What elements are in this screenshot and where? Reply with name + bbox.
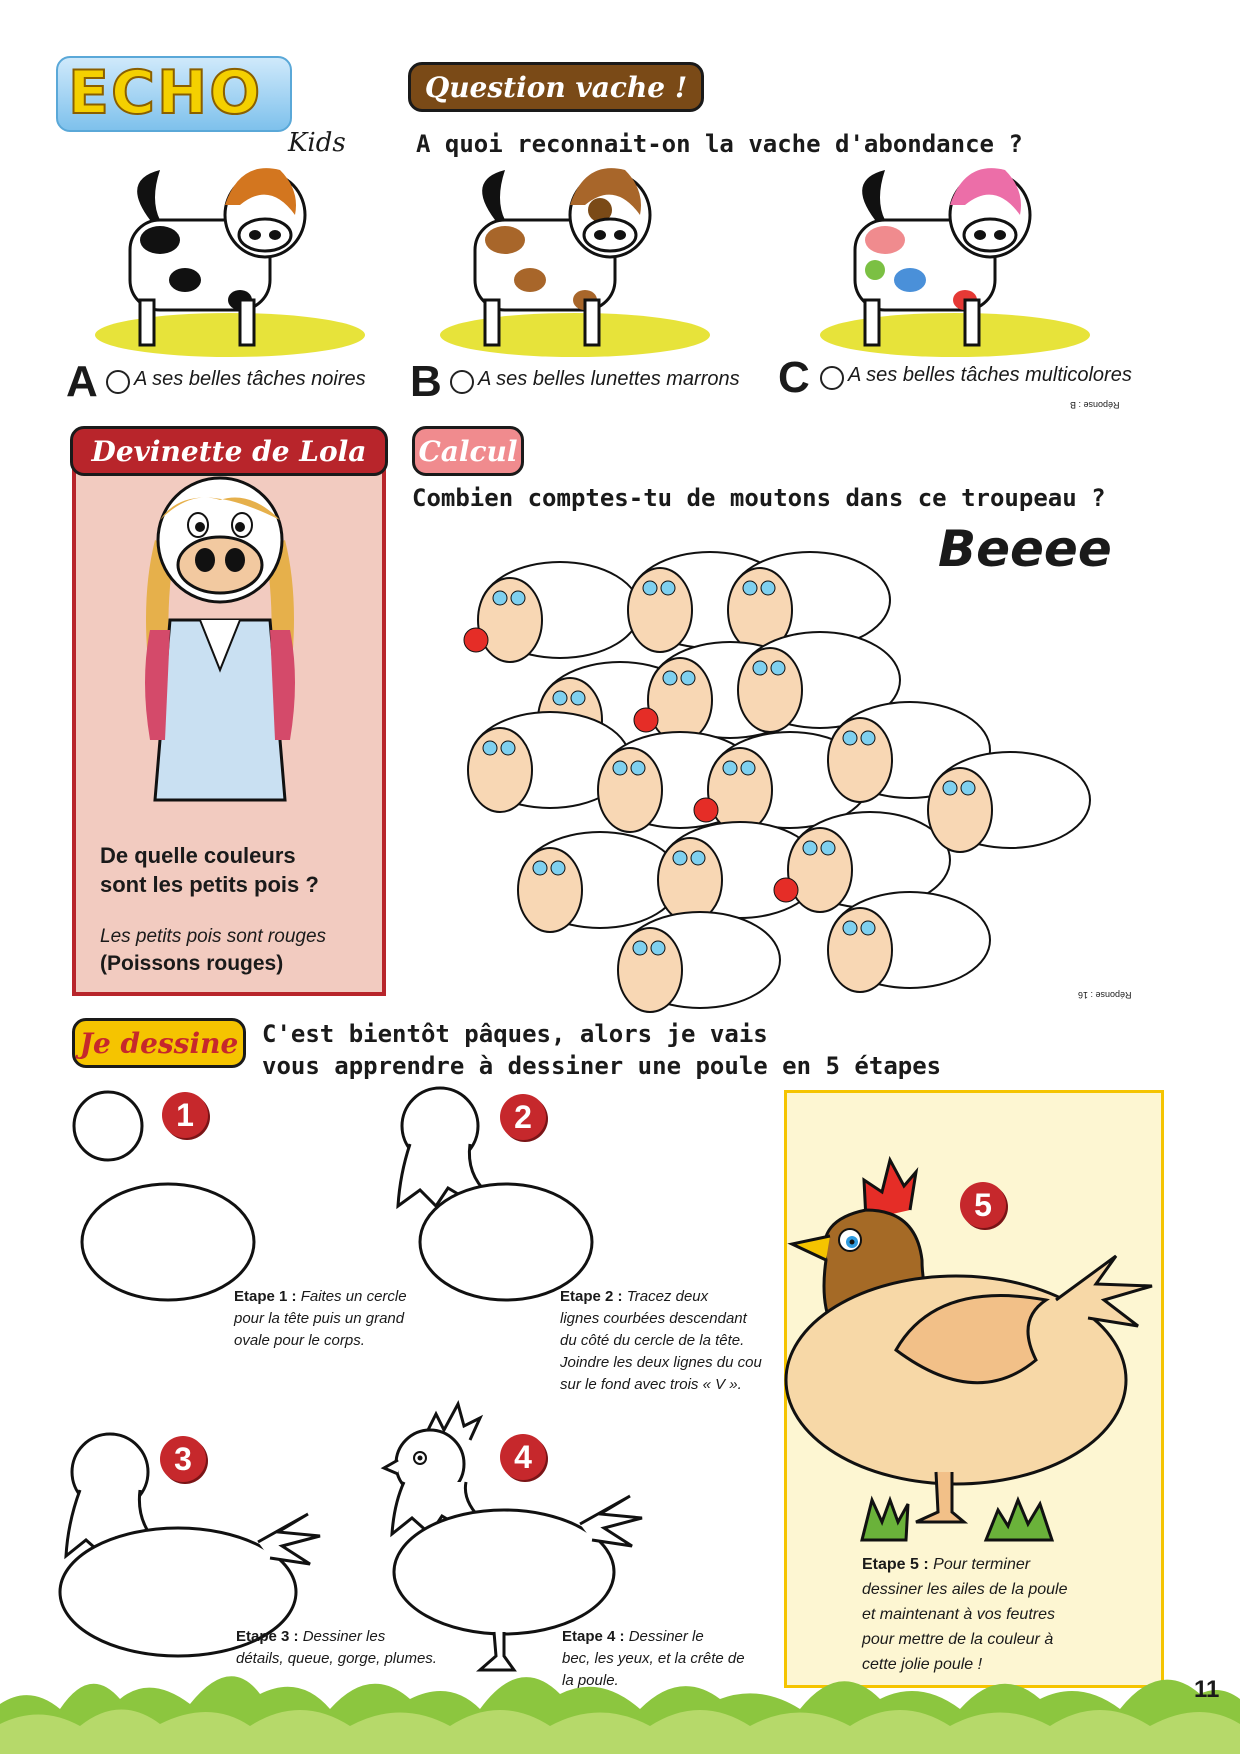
step5-line1: Pour terminer (933, 1556, 1031, 1573)
sheep (518, 832, 680, 932)
cow-illustrations (0, 160, 1240, 360)
step2-line4: Joindre les deux lignes du cou (560, 1354, 762, 1371)
step1-number-badge: 1 (162, 1092, 208, 1138)
cow-c-illustration (820, 168, 1090, 357)
logo-sub-text: Kids (288, 128, 346, 158)
step1-line2: pour la tête puis un grand (234, 1310, 405, 1327)
option-c-checkbox[interactable] (820, 366, 844, 390)
step1-text (234, 1286, 407, 1352)
logo-text: ECHO (68, 58, 263, 128)
option-c-letter: C (778, 353, 810, 402)
sheep (828, 892, 990, 992)
option-a-checkbox[interactable] (106, 370, 130, 394)
sheep (618, 912, 780, 1012)
step5-label: Etape 5 : (862, 1556, 929, 1573)
dessin-intro-line2: vous apprendre à dessiner une poule en 5 étapes (262, 1052, 942, 1080)
step5-line4: pour mettre de la couleur à (862, 1631, 1054, 1648)
grass-footer-decoration (0, 1654, 1240, 1754)
step1-line1: Faites un cercle (300, 1288, 407, 1305)
step4-line2: bec, les yeux, et la crête de (562, 1650, 745, 1667)
question-vache-text: A quoi reconnait-on la vache d'abondance ? (416, 130, 1023, 158)
step5-line5: cette jolie poule ! (862, 1656, 983, 1673)
step2-number-badge: 2 (500, 1094, 546, 1140)
calcul-question: Combien comptes-tu de moutons dans ce troupeau ? (412, 484, 1106, 512)
devinette-question-line1: De quelle couleurs (100, 843, 296, 868)
step3-label: Etape 3 : (236, 1628, 299, 1645)
calcul-tag: Calcul (412, 426, 524, 476)
step1-label: Etape 1 : (234, 1288, 297, 1305)
calcul-sound-text: Beeee (938, 520, 1112, 578)
step3-line1: Dessiner les (302, 1628, 386, 1645)
step2-line1: Tracez deux (626, 1288, 709, 1305)
option-b-checkbox[interactable] (450, 370, 474, 394)
option-b-letter: B (410, 357, 442, 406)
devinette-question-line2: sont les petits pois ? (100, 872, 319, 897)
step5-line2: dessiner les ailes de la poule (862, 1581, 1068, 1598)
option-c-text: A ses belles tâches multicolores (848, 364, 1132, 386)
calcul-answer: Réponse : 16 (1078, 990, 1132, 1000)
step5-line3: et maintenant à vos feutres (862, 1606, 1055, 1623)
sheep (928, 752, 1090, 852)
step4-label: Etape 4 : (562, 1628, 625, 1645)
cow-b-illustration (440, 168, 710, 357)
sheep (464, 562, 640, 662)
step2-line2: lignes courbées descendant (560, 1310, 747, 1327)
step2-line3: du côté du cercle de la tête. (560, 1332, 745, 1349)
sheep-flock-illustration (420, 520, 1120, 1000)
option-a-text: A ses belles tâches noires (134, 368, 366, 390)
step4-number-badge: 4 (500, 1434, 546, 1480)
question-vache-answer: Réponse : B (1070, 400, 1120, 410)
step3-line2: détails, queue, gorge, plumes. (236, 1650, 437, 1667)
option-b-text: A ses belles lunettes marrons (478, 368, 740, 390)
step1-line3: ovale pour le corps. (234, 1332, 365, 1349)
step5-number-badge: 5 (960, 1182, 1006, 1228)
devinette-answer-line1: Les petits pois sont rouges (100, 926, 327, 947)
cow-a-illustration (95, 168, 365, 357)
lola-cow-girl-illustration (130, 480, 310, 830)
page-number: 11 (1194, 1676, 1220, 1703)
option-a-letter: A (66, 357, 98, 406)
dessin-intro-line1: C'est bientôt pâques, alors je vais (262, 1020, 768, 1048)
devinette-tag: Devinette de Lola (70, 426, 388, 476)
step4-line3: la poule. (562, 1672, 619, 1689)
step3-number-badge: 3 (160, 1436, 206, 1482)
step2-line5: sur le fond avec trois « V ». (560, 1376, 742, 1393)
step2-text (560, 1286, 762, 1396)
echo-kids-logo (56, 56, 346, 158)
dessin-tag: Je dessine (72, 1018, 246, 1068)
step2-label: Etape 2 : (560, 1288, 623, 1305)
step4-line1: Dessiner le (628, 1628, 704, 1645)
question-vache-tag: Question vache ! (408, 62, 704, 112)
devinette-answer-line2: (Poissons rouges) (100, 952, 284, 975)
